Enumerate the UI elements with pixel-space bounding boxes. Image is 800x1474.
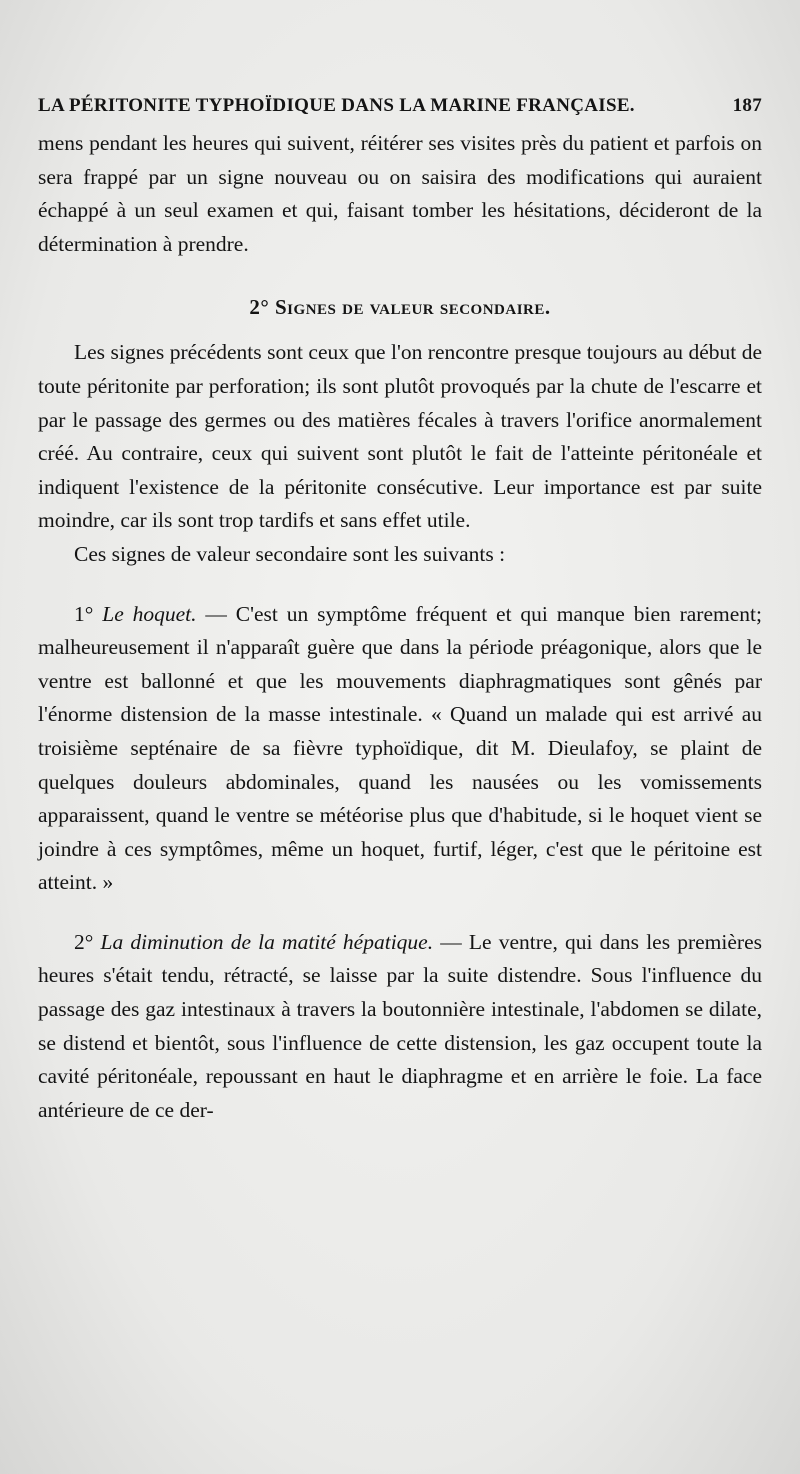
running-title: LA PÉRITONITE TYPHOÏDIQUE DANS LA MARINE FRANÇAISE. bbox=[38, 95, 635, 116]
item-number-1: 1° bbox=[74, 601, 103, 626]
item-title-matite: La diminution de la matité hépatique. bbox=[100, 929, 434, 954]
paragraph-matite bbox=[38, 926, 762, 1128]
item-title-hoquet: Le hoquet. bbox=[102, 601, 197, 626]
paragraph-1: mens pendant les heures qui suivent, réitérer ses visites près du patient et parfois on sera frappé par un signe nouveau ou on saisira des modifications qui auraient échappé à un seul examen et qui, faisant tomber les hésitations, décideront de la détermination à prendre. bbox=[38, 131, 762, 256]
paragraph-hoquet bbox=[38, 598, 762, 900]
page-number: 187 bbox=[732, 95, 762, 116]
running-header bbox=[38, 95, 762, 117]
paragraph-2: Les signes précédents sont ceux que l'on rencontre presque toujours au début de toute péritonite par perforation; ils sont plutôt provoqués par la chute de l'escarre et par le passage des germes ou des matières fécales à travers l'orifice anormalement créé. Au contraire, ceux qui suivent sont plutôt le fait de l'atteinte péritonéale et indiquent l'existence de la péritonite consécutive. Leur importance est par suite moindre, car ils sont trop tardifs et sans effet utile. bbox=[38, 340, 762, 533]
section-title: 2° Signes de valeur secondaire. bbox=[249, 295, 551, 320]
item-text-hoquet: — C'est un symptôme fréquent et qui manque bien rarement; malheureusement il n'apparaît guère que dans la période préagonique, alors que le ventre est ballonné et que les mouvements diaphragmatiques sont gênés par l'énorme distension de la masse intestinale. « Quand un malade qui est arrivé au troisième septénaire de sa fièvre typhoïdique, dit M. Dieulafoy, se plaint de quelques douleurs abdominales, quand les nausées ou les vomissements apparaissent, quand le ventre se météorise plus que d'habitude, si le hoquet vient se joindre à ces symptômes, même un hoquet, furtif, léger, c'est que le péritoine est atteint. » bbox=[38, 601, 762, 895]
paragraph-3: Ces signes de valeur secondaire sont les suivants : bbox=[74, 541, 506, 566]
item-text-matite: — Le ventre, qui dans les premières heures s'était tendu, rétracté, se laisse par la suite distendre. Sous l'influence du passage des gaz intestinaux à travers la boutonnière intestinale, l'abdomen se dilate, se distend et bientôt, sous l'influence de cette distension, les gaz occupent toute la cavité péritonéale, repoussant en haut le diaphragme et en arrière le foie. La face antérieure de ce der- bbox=[38, 929, 762, 1122]
item-number-2: 2° bbox=[74, 929, 101, 954]
